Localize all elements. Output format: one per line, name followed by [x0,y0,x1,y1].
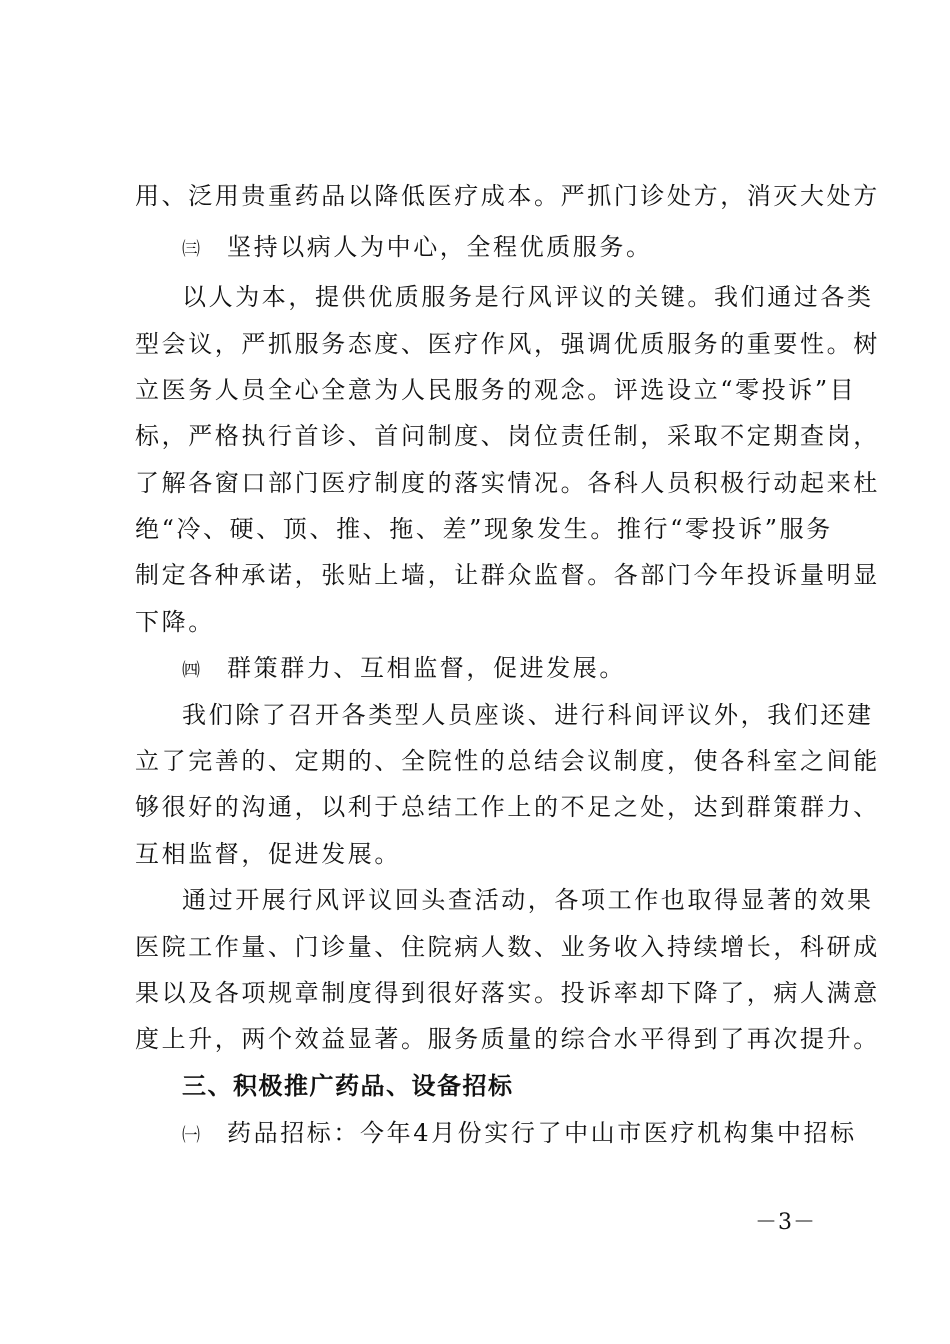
enumeration-marker: ㈠ [182,1125,200,1146]
paragraph-line: 型会议，严抓服务态度、医疗作风，强调优质服务的重要性。树 [135,330,880,358]
paragraph-line: 立医务人员全心全意为人民服务的观念。评选设立“零投诉”目 [135,376,857,404]
paragraph-line: 我们除了召开各类型人员座谈、进行科间评议外，我们还建 [182,701,874,729]
section-heading [182,227,898,267]
paragraph-line: 果以及各项规章制度得到很好落实。投诉率却下降了，病人满意 [135,979,880,1007]
enumeration-marker: ㈣ [182,660,200,681]
paragraph-line: 以人为本，提供优质服务是行风评议的关键。我们通过各类 [182,283,874,311]
paragraph-line: 立了完善的、定期的、全院性的总结会议制度，使各科室之间能 [135,747,880,775]
enumeration-marker: ㈢ [182,239,200,260]
paragraph-line: 医院工作量、门诊量、住院病人数、业务收入持续增长，科研成 [135,933,880,961]
paragraph-line: 通过开展行风评议回头查活动，各项工作也取得显著的效果 [182,886,874,914]
paragraph-line: 够很好的沟通，以利于总结工作上的不足之处，达到群策群力、 [135,793,880,821]
paragraph-line: 标，严格执行首诊、首问制度、岗位责任制，采取不定期查岗， [135,422,880,450]
section-heading [182,1113,898,1153]
paragraph-line: 下降。 [135,608,215,636]
chapter-heading: 三、积极推广药品、设备招标 [182,1072,514,1100]
section-heading-text: 坚持以病人为中心，全程优质服务。 [227,233,653,261]
section-heading-text: 药品招标：今年4月份实行了中山市医疗机构集中招标 [227,1119,857,1147]
paragraph-line: 制定各种承诺，张贴上墙，让群众监督。各部门今年投诉量明显 [135,561,880,589]
page-number: －3－ [755,1210,816,1235]
section-heading-text: 群策群力、互相监督，促进发展。 [227,654,626,682]
paragraph-line: 绝“冷、硬、顶、推、拖、差”现象发生。推行“零投诉”服务 [135,515,833,543]
paragraph-line: 度上升，两个效益显著。服务质量的综合水平得到了再次提升。 [135,1025,880,1053]
paragraph-line: 了解各窗口部门医疗制度的落实情况。各科人员积极行动起来杜 [135,469,880,497]
paragraph-line: 用、泛用贵重药品以降低医疗成本。严抓门诊处方，消灭大处方 [135,182,880,210]
section-heading [182,648,898,688]
paragraph-line: 互相监督，促进发展。 [135,840,401,868]
